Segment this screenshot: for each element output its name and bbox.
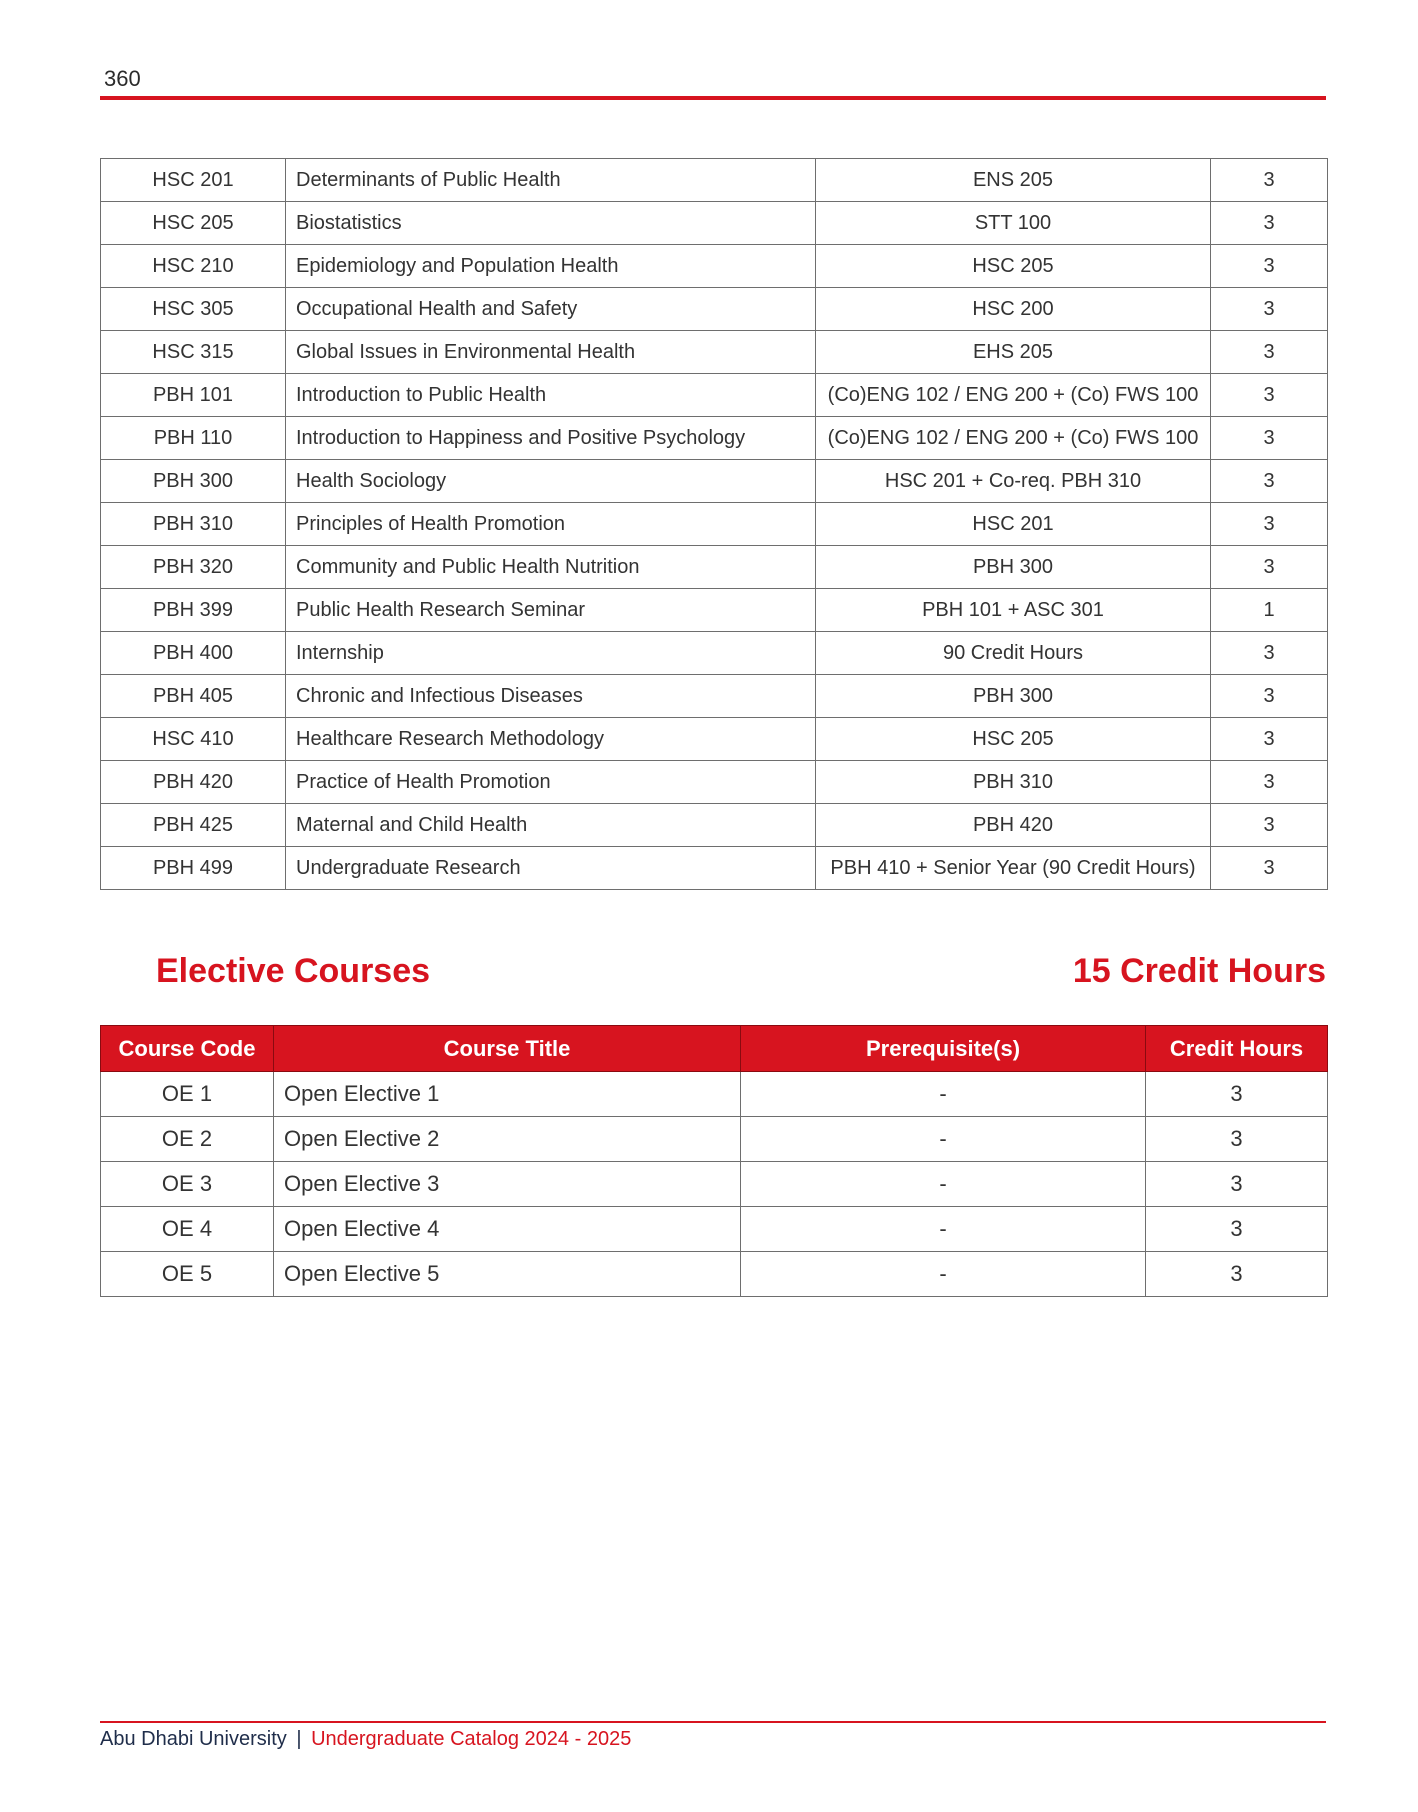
prerequisite-cell: HSC 205	[816, 718, 1211, 761]
elective-header-row	[101, 1026, 1328, 1072]
prerequisite-cell: PBH 310	[816, 761, 1211, 804]
credit-hours-cell: 3	[1146, 1072, 1328, 1117]
credit-hours-cell: 3	[1211, 804, 1328, 847]
table-row	[101, 503, 1328, 546]
prerequisite-cell: PBH 410 + Senior Year (90 Credit Hours)	[816, 847, 1211, 890]
course-code-cell: OE 3	[101, 1162, 274, 1207]
table-row	[101, 804, 1328, 847]
credit-hours-cell: 3	[1211, 632, 1328, 675]
prerequisite-cell: (Co)ENG 102 / ENG 200 + (Co) FWS 100	[816, 417, 1211, 460]
course-title-cell: Chronic and Infectious Diseases	[286, 675, 816, 718]
table-row	[101, 159, 1328, 202]
credit-hours-cell: 3	[1211, 245, 1328, 288]
course-title-cell: Introduction to Public Health	[286, 374, 816, 417]
credit-hours-cell: 3	[1211, 202, 1328, 245]
course-code-cell: PBH 300	[101, 460, 286, 503]
prerequisite-cell: PBH 101 + ASC 301	[816, 589, 1211, 632]
elective-courses-table	[100, 1025, 1328, 1297]
table-row	[101, 374, 1328, 417]
prerequisite-cell: -	[741, 1072, 1146, 1117]
table-row	[101, 1207, 1328, 1252]
course-title-cell: Global Issues in Environmental Health	[286, 331, 816, 374]
table-row	[101, 202, 1328, 245]
course-title-cell: Health Sociology	[286, 460, 816, 503]
table-row	[101, 331, 1328, 374]
header-credit-hours: Credit Hours	[1146, 1026, 1328, 1072]
prerequisite-cell: HSC 201	[816, 503, 1211, 546]
course-code-cell: PBH 425	[101, 804, 286, 847]
credit-hours-cell: 3	[1211, 331, 1328, 374]
header-course-title: Course Title	[274, 1026, 741, 1072]
course-code-cell: OE 2	[101, 1117, 274, 1162]
course-title-cell: Undergraduate Research	[286, 847, 816, 890]
table-row	[101, 1072, 1328, 1117]
elective-credit-hours: 15 Credit Hours	[1072, 952, 1326, 990]
course-title-cell: Open Elective 4	[274, 1207, 741, 1252]
course-title-cell: Determinants of Public Health	[286, 159, 816, 202]
course-title-cell: Introduction to Happiness and Positive Psychology	[286, 417, 816, 460]
credit-hours-cell: 3	[1146, 1162, 1328, 1207]
course-code-cell: HSC 210	[101, 245, 286, 288]
credit-hours-cell: 3	[1211, 503, 1328, 546]
elective-courses-body	[101, 1072, 1328, 1297]
prerequisite-cell: 90 Credit Hours	[816, 632, 1211, 675]
course-title-cell: Open Elective 2	[274, 1117, 741, 1162]
prerequisite-cell: (Co)ENG 102 / ENG 200 + (Co) FWS 100	[816, 374, 1211, 417]
course-code-cell: PBH 400	[101, 632, 286, 675]
prerequisite-cell: PBH 300	[816, 546, 1211, 589]
prerequisite-cell: -	[741, 1207, 1146, 1252]
credit-hours-cell: 3	[1146, 1207, 1328, 1252]
credit-hours-cell: 3	[1211, 847, 1328, 890]
course-title-cell: Public Health Research Seminar	[286, 589, 816, 632]
course-code-cell: HSC 410	[101, 718, 286, 761]
prerequisite-cell: ENS 205	[816, 159, 1211, 202]
credit-hours-cell: 3	[1211, 718, 1328, 761]
course-title-cell: Healthcare Research Methodology	[286, 718, 816, 761]
footer-rule	[100, 1721, 1326, 1723]
table-row	[101, 1252, 1328, 1297]
credit-hours-cell: 3	[1211, 546, 1328, 589]
footer-catalog: Undergraduate Catalog 2024 - 2025	[311, 1728, 632, 1750]
course-code-cell: OE 4	[101, 1207, 274, 1252]
credit-hours-cell: 3	[1146, 1117, 1328, 1162]
table-row	[101, 288, 1328, 331]
course-code-cell: OE 5	[101, 1252, 274, 1297]
course-title-cell: Epidemiology and Population Health	[286, 245, 816, 288]
course-code-cell: PBH 310	[101, 503, 286, 546]
table-row	[101, 1162, 1328, 1207]
credit-hours-cell: 3	[1211, 159, 1328, 202]
prerequisite-cell: HSC 201 + Co-req. PBH 310	[816, 460, 1211, 503]
course-title-cell: Maternal and Child Health	[286, 804, 816, 847]
credit-hours-cell: 3	[1211, 761, 1328, 804]
course-code-cell: HSC 205	[101, 202, 286, 245]
course-title-cell: Community and Public Health Nutrition	[286, 546, 816, 589]
elective-section-title: Elective Courses	[156, 952, 431, 990]
table-row	[101, 460, 1328, 503]
course-code-cell: OE 1	[101, 1072, 274, 1117]
course-title-cell: Internship	[286, 632, 816, 675]
footer	[100, 1728, 631, 1751]
prerequisite-cell: -	[741, 1117, 1146, 1162]
course-code-cell: PBH 101	[101, 374, 286, 417]
course-title-cell: Open Elective 1	[274, 1072, 741, 1117]
table-row	[101, 546, 1328, 589]
course-code-cell: PBH 499	[101, 847, 286, 890]
course-code-cell: PBH 405	[101, 675, 286, 718]
prerequisite-cell: STT 100	[816, 202, 1211, 245]
course-code-cell: PBH 420	[101, 761, 286, 804]
prerequisite-cell: PBH 300	[816, 675, 1211, 718]
course-code-cell: HSC 305	[101, 288, 286, 331]
header-course-code: Course Code	[101, 1026, 274, 1072]
table-row	[101, 675, 1328, 718]
course-title-cell: Biostatistics	[286, 202, 816, 245]
course-title-cell: Practice of Health Promotion	[286, 761, 816, 804]
header-prerequisites: Prerequisite(s)	[741, 1026, 1146, 1072]
course-code-cell: HSC 315	[101, 331, 286, 374]
credit-hours-cell: 3	[1211, 417, 1328, 460]
table-row	[101, 632, 1328, 675]
table-row	[101, 589, 1328, 632]
course-code-cell: HSC 201	[101, 159, 286, 202]
prerequisite-cell: -	[741, 1162, 1146, 1207]
credit-hours-cell: 1	[1211, 589, 1328, 632]
course-title-cell: Occupational Health and Safety	[286, 288, 816, 331]
course-title-cell: Principles of Health Promotion	[286, 503, 816, 546]
prerequisite-cell: PBH 420	[816, 804, 1211, 847]
prerequisite-cell: HSC 205	[816, 245, 1211, 288]
core-courses-table	[100, 158, 1328, 890]
course-code-cell: PBH 320	[101, 546, 286, 589]
core-courses-body	[101, 159, 1328, 890]
prerequisite-cell: HSC 200	[816, 288, 1211, 331]
table-row	[101, 847, 1328, 890]
credit-hours-cell: 3	[1211, 374, 1328, 417]
course-code-cell: PBH 399	[101, 589, 286, 632]
course-title-cell: Open Elective 5	[274, 1252, 741, 1297]
footer-separator: |	[296, 1728, 302, 1750]
page-number: 360	[104, 66, 141, 91]
prerequisite-cell: EHS 205	[816, 331, 1211, 374]
course-title-cell: Open Elective 3	[274, 1162, 741, 1207]
table-row	[101, 718, 1328, 761]
course-code-cell: PBH 110	[101, 417, 286, 460]
header-rule	[100, 96, 1326, 100]
footer-university: Abu Dhabi University	[100, 1728, 287, 1750]
table-row	[101, 417, 1328, 460]
prerequisite-cell: -	[741, 1252, 1146, 1297]
table-row	[101, 1117, 1328, 1162]
table-row	[101, 761, 1328, 804]
table-row	[101, 245, 1328, 288]
credit-hours-cell: 3	[1211, 288, 1328, 331]
credit-hours-cell: 3	[1211, 675, 1328, 718]
credit-hours-cell: 3	[1211, 460, 1328, 503]
credit-hours-cell: 3	[1146, 1252, 1328, 1297]
